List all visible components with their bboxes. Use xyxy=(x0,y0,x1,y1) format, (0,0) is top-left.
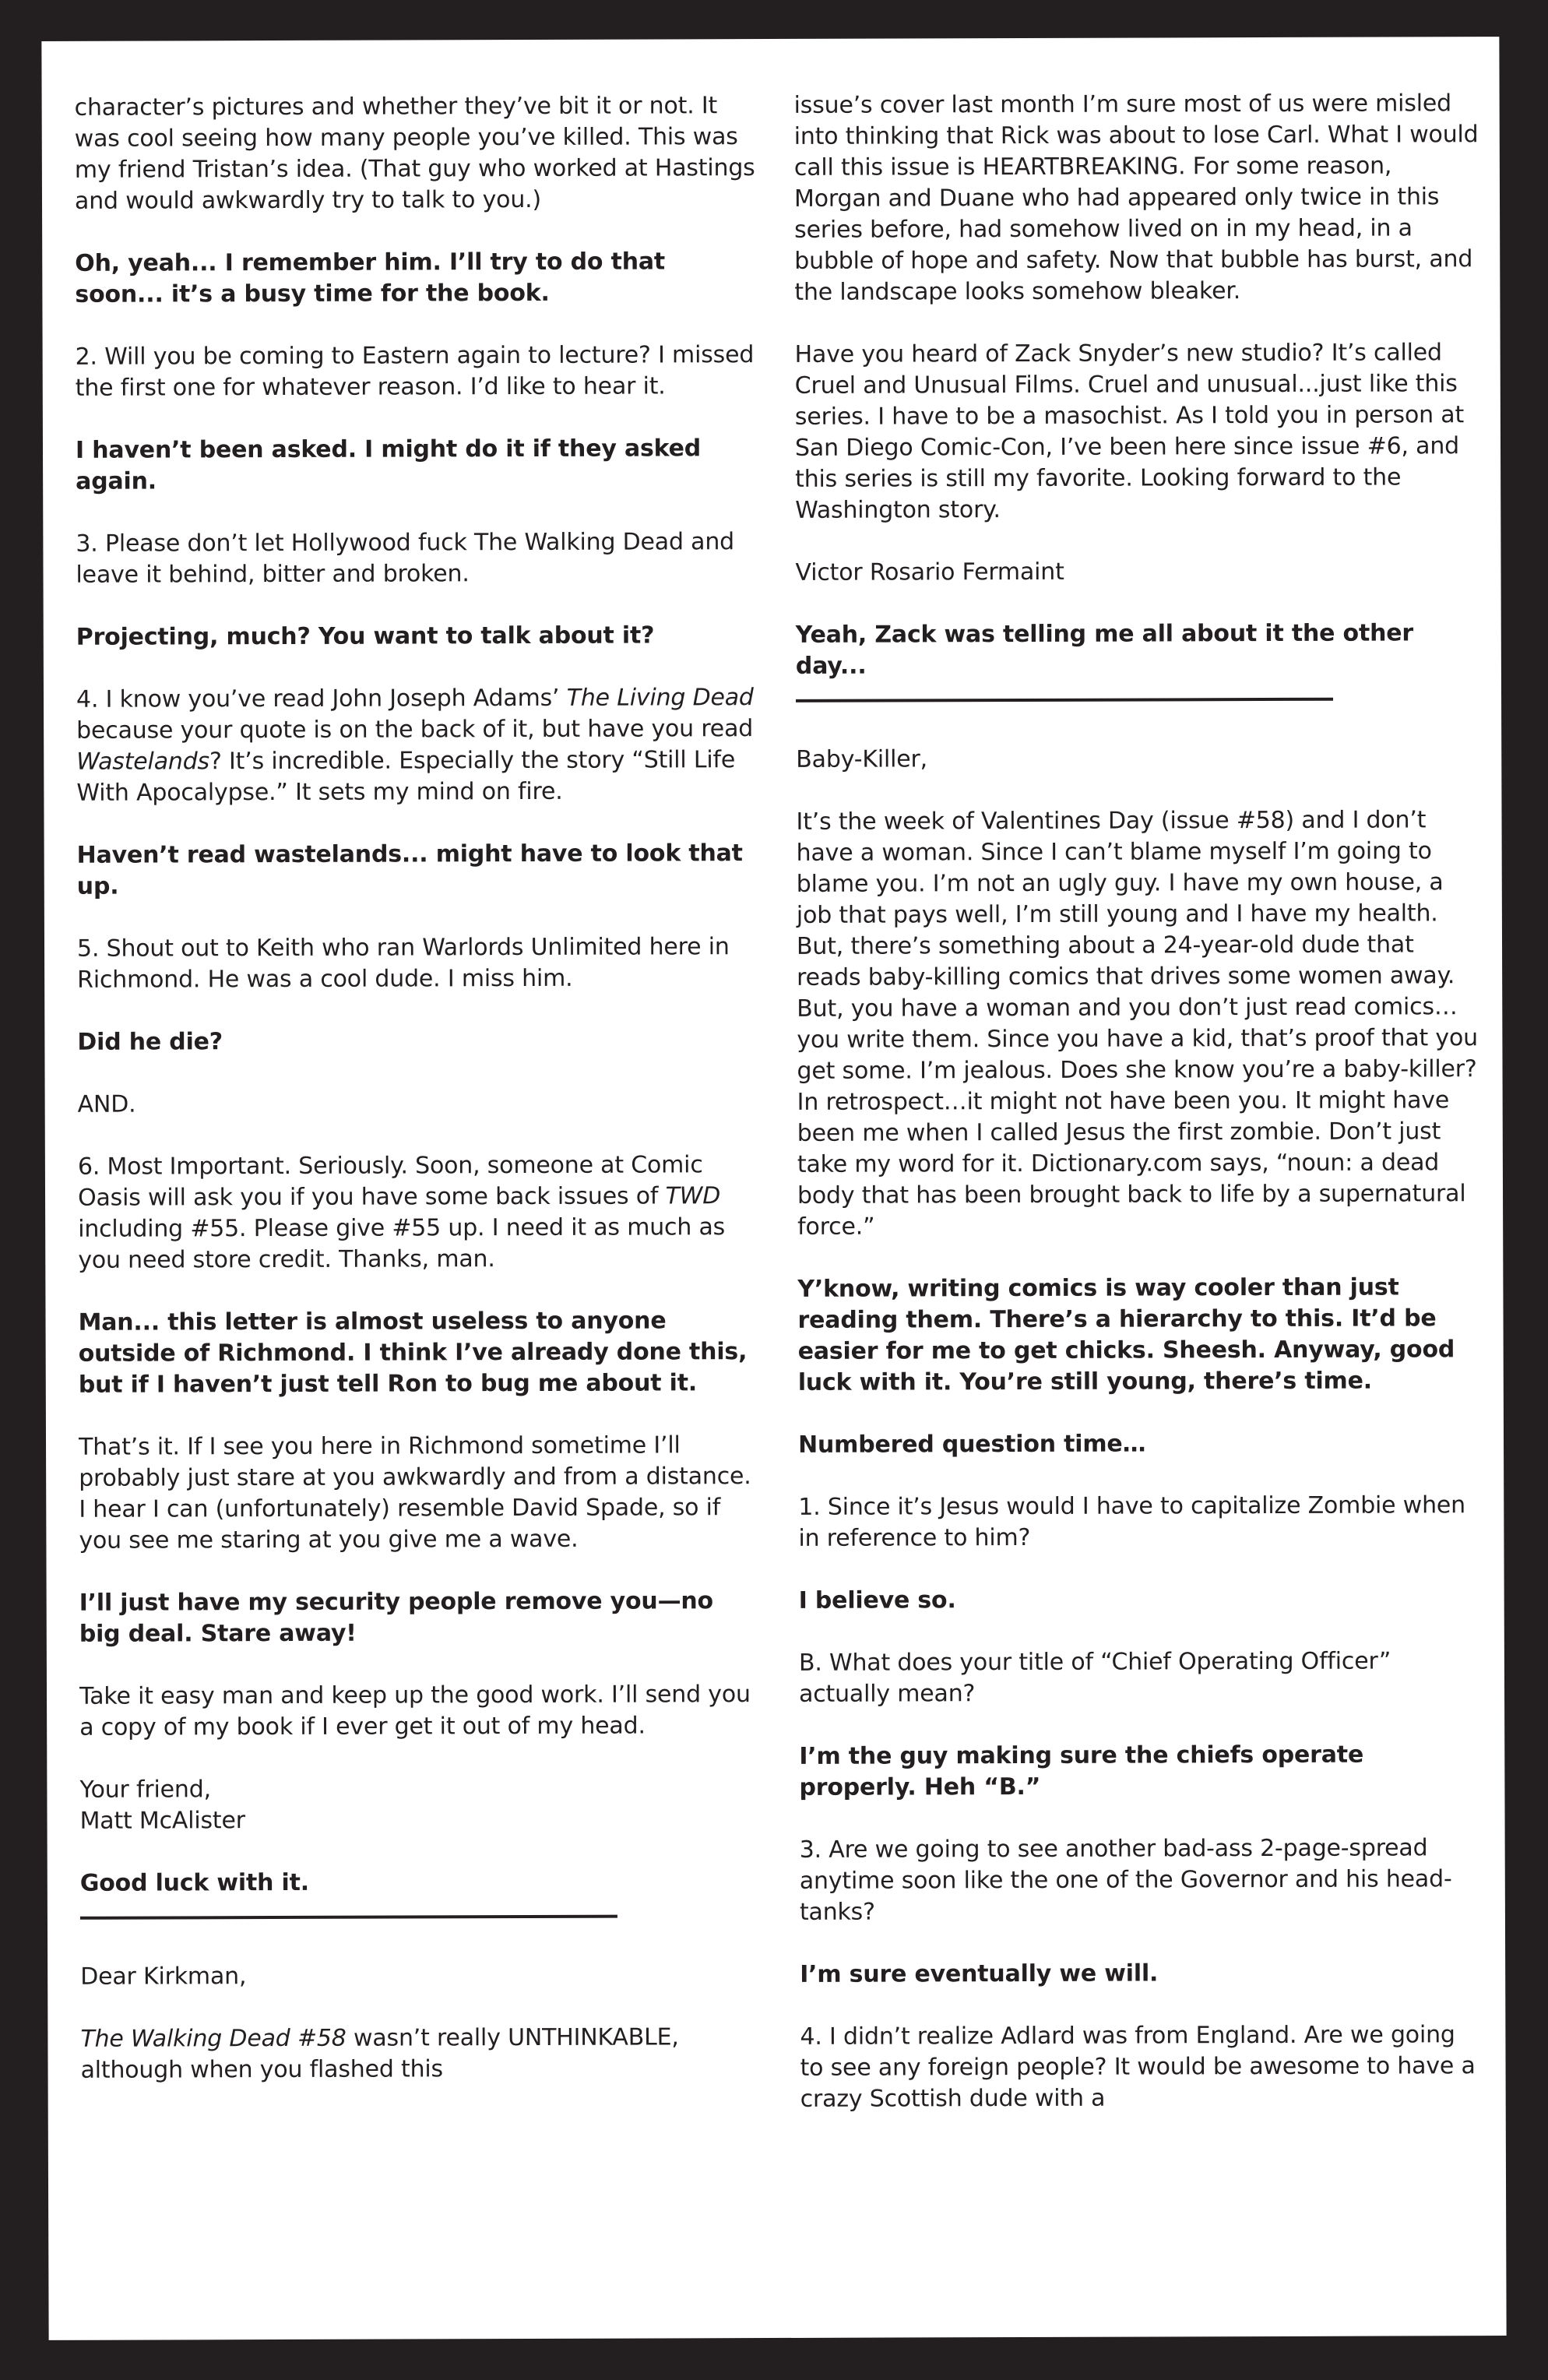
letter-paragraph: 2. Will you be coming to Eastern again to lecture? I missed the first one for whatever reason. I’d like to hear it. xyxy=(75,341,755,402)
letter-signoff: Your friend, xyxy=(79,1776,211,1804)
letter-signature: Matt McAlister xyxy=(79,1807,245,1835)
text-run: wasn’t really UNTHINKABLE, although when you flashed this xyxy=(80,2023,679,2084)
editor-reply: Numbered question time… xyxy=(797,1430,1146,1459)
letter-salutation: Baby-Killer, xyxy=(796,745,927,773)
book-title: Wastelands xyxy=(76,748,210,776)
letter-paragraph: character’s pictures and whether they’ve bit it or not. It was cool seeing how many people you’ve killed. This was my friend Tristan’s idea. (That guy who worked at Hastings and would awkwardly try to talk to you.) xyxy=(74,92,755,215)
left-column xyxy=(75,90,762,2118)
editor-reply: Good luck with it. xyxy=(79,1868,310,1897)
editor-reply: Oh, yeah... I remember him. I’ll try to do that soon... it’s a busy time for the book. xyxy=(75,248,666,308)
editor-reply: Haven’t read wastelands... might have to look that up. xyxy=(76,840,743,900)
editor-reply: I’ll just have my security people remove you—no big deal. Stare away! xyxy=(79,1587,713,1648)
text-run: 6. Most Important. Seriously. Soon, someone at Comic Oasis will ask you if you have some back issues of xyxy=(77,1151,703,1212)
editor-reply: I believe so. xyxy=(798,1586,956,1614)
letter-paragraph xyxy=(78,1150,759,1276)
letter-divider xyxy=(796,698,1333,702)
letter-paragraph: Take it easy man and keep up the good work. I’ll send you a copy of my book if I ever get it out of my head. xyxy=(79,1681,751,1741)
letter-signature: Victor Rosario Fermaint xyxy=(795,558,1064,586)
editor-reply: Y’know, writing comics is way cooler than just reading them. There’s a hierarchy to this. It’d be easier for me to get chicks. Sheesh. Anyway, good luck with it. You’re still young, there’s time. xyxy=(797,1273,1455,1396)
text-run: because your quote is on the back of it, but have you read xyxy=(76,715,754,745)
letter-question: 4. I didn’t realize Adlard was from England. Are we going to see any foreign people? It would be awesome to have a crazy Scottish dude with a xyxy=(800,2021,1476,2113)
text-run: ? It’s incredible. Especially the story “Still Life With Apocalypse.” It sets my mind on fire. xyxy=(76,746,736,807)
book-title: The Walking Dead #58 xyxy=(80,2024,347,2053)
letter-paragraph xyxy=(80,2022,762,2086)
letter-divider xyxy=(80,1915,617,1920)
letter-paragraph: AND. xyxy=(77,1090,136,1118)
editor-reply: Man... this letter is almost useless to anyone outside of Richmond. I think I’ve already done this, but if I haven’t just tell Ron to bug me about it. xyxy=(78,1307,748,1399)
text-run: including #55. Please give #55 up. I need it as much as you need store credit. Thanks, man. xyxy=(78,1213,726,1274)
letter-paragraph: issue’s cover last month I’m sure most of us were misled into thinking that Rick was about to lose Carl. What I would call this issue is HEARTBREAKING. For some reason, Morgan and Duane who had appeared only twice in this series before, had somehow lived on in my head, in a bubble of hope and safety. Now that bubble has burst, and the landscape looks somehow bleaker. xyxy=(793,90,1479,306)
text-run: 4. I know you’ve read John Joseph Adams’ xyxy=(76,684,567,713)
letter-question: B. What does your title of “Chief Operating Officer” actually mean? xyxy=(798,1647,1391,1708)
letter-question: 3. Are we going to see another bad-ass 2-page-spread anytime soon like the one of the Governor and his head-tanks? xyxy=(799,1834,1452,1926)
letter-paragraph: It’s the week of Valentines Day (issue #58) and I don’t have a woman. Since I can’t blame myself I’m going to blame you. I’m not an ugly guy. I have my own house, a job that pays well, I’m still young and I have my health. But, there’s something about a 24-year-old dude that reads baby-killing comics that drives some women away. But, you have a woman and you don’t just read comics…you write them. Since you have a kid, that’s proof that you get some. I’m jealous. Does she know you’re a baby-killer? In retrospect…it might not have been you. It might have been me when I called Jesus the first zombie. Don’t just take my word for it. Dictionary.com says, “noun: a dead body that has been brought back to life by a supernatural force.” xyxy=(796,806,1478,1241)
letter-paragraph: Have you heard of Zack Snyder’s new studio? It’s called Cruel and Unusual Films. Cruel and unusual...just like this series. I have to be a masochist. As I told you in person at San Diego Comic-Con, I’ve been here since issue #6, and this series is still my favorite. Looking forward to the Washington story. xyxy=(794,339,1465,524)
book-title: TWD xyxy=(665,1182,721,1210)
editor-reply: Projecting, much? You want to talk about it? xyxy=(76,621,655,651)
letter-paragraph: That’s it. If I see you here in Richmond sometime I’ll probably just stare at you awkwardly and from a distance. I hear I can (unfortunately) resemble David Spade, so if you see me staring at you give me a wave. xyxy=(78,1431,751,1554)
editor-reply: Did he die? xyxy=(77,1028,223,1056)
editor-reply: I’m the guy making sure the chiefs operate properly. Heh “B.” xyxy=(799,1741,1364,1801)
editor-reply: I’m sure eventually we will. xyxy=(800,1959,1159,1988)
letter-paragraph xyxy=(76,682,758,809)
editor-reply: I haven’t been asked. I might do it if they asked again. xyxy=(75,435,702,495)
letter-salutation: Dear Kirkman, xyxy=(80,1963,247,1991)
book-title: The Living Dead xyxy=(566,684,754,712)
letter-paragraph: 3. Please don’t let Hollywood fuck The Walking Dead and leave it behind, bitter and broken. xyxy=(76,528,735,589)
letter-question: 1. Since it’s Jesus would I have to capitalize Zombie when in reference to him? xyxy=(798,1491,1466,1552)
letters-page xyxy=(41,37,1506,2340)
right-column xyxy=(794,88,1486,2146)
editor-reply: Yeah, Zack was telling me all about it the other day... xyxy=(795,619,1414,680)
letter-paragraph: 5. Shout out to Keith who ran Warlords Unlimited here in Richmond. He was a cool dude. I miss him. xyxy=(76,933,730,994)
